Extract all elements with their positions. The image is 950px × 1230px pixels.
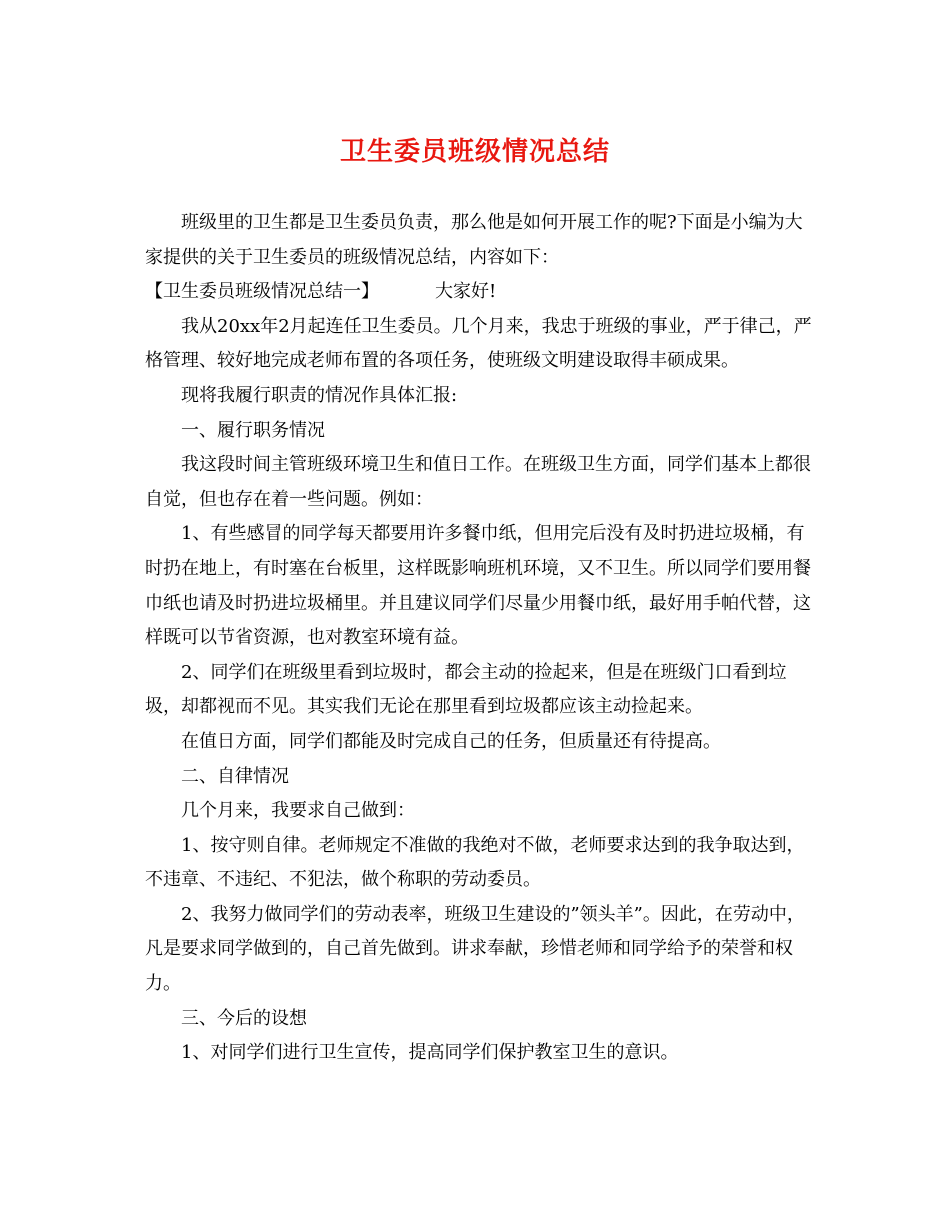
body-paragraph: 几个月来，我要求自己做到：: [181, 800, 415, 822]
document-body: [145, 206, 815, 1071]
body-paragraph: 我从20xx年2月起连任卫生委员。几个月来，我忠于班级的事业，严于律己，严格管理、较好地完成老师布置的各项任务，使班级文明建设取得丰硕成果。: [145, 315, 812, 372]
section-heading-3: 三、今后的设想: [181, 1007, 307, 1029]
body-paragraph: 1、有些感冒的同学每天都要用许多餐巾纸，但用完后没有及时扔进垃圾桶，有时扔在地上，有时塞在台板里，这样既影响班机环境，又不卫生。所以同学们要用餐巾纸也请及时扔进垃圾桶里。并且建议同学们尽量少用餐巾纸，最好用手帕代替，这样既可以节省资源，也对教室环境有益。: [145, 523, 811, 649]
body-paragraph: 1、按守则自律。老师规定不准做的我绝对不做，老师要求达到的我争取达到，不违章、不违纪、不犯法，做个称职的劳动委员。: [145, 834, 805, 891]
section-heading-2: 二、自律情况: [181, 765, 289, 787]
body-paragraph: 1、对同学们进行卫生宣传，提高同学们保护教室卫生的意识。: [181, 1042, 679, 1064]
document-title: 卫生委员班级情况总结: [339, 137, 610, 167]
body-paragraph: 2、同学们在班级里看到垃圾时，都会主动的捡起来，但是在班级门口看到垃圾，却都视而不见。其实我们无论在那里看到垃圾都应该主动捡起来。: [145, 661, 787, 718]
body-paragraph: 在值日方面，同学们都能及时完成自己的任务，但质量还有待提高。: [181, 730, 721, 752]
greeting: 大家好!: [435, 281, 497, 303]
body-paragraph: 2、我努力做同学们的劳动表率，班级卫生建设的”领头羊”。因此，在劳动中，凡是要求同学做到的，自己首先做到。讲求奉献，珍惜老师和同学给予的荣誉和权力。: [145, 903, 805, 995]
body-paragraph: 我这段时间主管班级环境卫生和值日工作。在班级卫生方面，同学们基本上都很自觉，但也存在着一些问题。例如：: [145, 454, 811, 510]
section-heading-1: 一、履行职务情况: [181, 419, 325, 441]
section-heading: 【卫生委员班级情况总结一】: [145, 281, 379, 303]
body-paragraph: 现将我履行职责的情况作具体汇报:: [181, 384, 458, 406]
intro-paragraph: 班级里的卫生都是卫生委员负责，那么他是如何开展工作的呢?下面是小编为大家提供的关于卫生委员的班级情况总结，内容如下：: [145, 212, 803, 268]
section-heading-line: [145, 275, 815, 310]
